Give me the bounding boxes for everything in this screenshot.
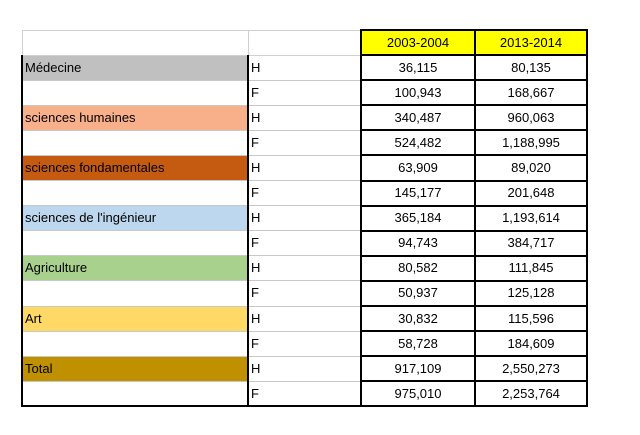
category-label: sciences de l'ingénieur bbox=[22, 206, 248, 231]
sex-cell: F bbox=[248, 231, 361, 256]
value-cell-year-2: 80,135 bbox=[475, 55, 587, 80]
sex-cell: H bbox=[248, 55, 361, 80]
value-cell-year-2: 89,020 bbox=[475, 155, 587, 180]
table-row bbox=[22, 155, 587, 180]
category-label: sciences fondamentales bbox=[22, 155, 248, 180]
value-cell-year-1: 30,832 bbox=[361, 306, 475, 331]
value-cell-year-1: 340,487 bbox=[361, 105, 475, 130]
value-cell-year-1: 917,109 bbox=[361, 356, 475, 381]
sex-cell: F bbox=[248, 281, 361, 306]
value-cell-year-1: 63,909 bbox=[361, 155, 475, 180]
category-spacer bbox=[22, 231, 248, 256]
sex-cell: H bbox=[248, 306, 361, 331]
value-cell-year-2: 184,609 bbox=[475, 331, 587, 356]
sex-cell: F bbox=[248, 181, 361, 206]
category-label: Art bbox=[22, 306, 248, 331]
header-year-1: 2003-2004 bbox=[361, 30, 475, 55]
table-row bbox=[22, 256, 587, 281]
table-row bbox=[22, 80, 587, 105]
table-row bbox=[22, 130, 587, 155]
category-label: sciences humaines bbox=[22, 105, 248, 130]
value-cell-year-2: 201,648 bbox=[475, 181, 587, 206]
category-label: Médecine bbox=[22, 55, 248, 80]
value-cell-year-2: 115,596 bbox=[475, 306, 587, 331]
category-spacer bbox=[22, 381, 248, 406]
sex-cell: F bbox=[248, 80, 361, 105]
value-cell-year-1: 36,115 bbox=[361, 55, 475, 80]
value-cell-year-2: 111,845 bbox=[475, 256, 587, 281]
value-cell-year-1: 100,943 bbox=[361, 80, 475, 105]
value-cell-year-1: 365,184 bbox=[361, 206, 475, 231]
value-cell-year-2: 1,193,614 bbox=[475, 206, 587, 231]
header-year-2: 2013-2014 bbox=[475, 30, 587, 55]
category-spacer bbox=[22, 281, 248, 306]
category-spacer bbox=[22, 331, 248, 356]
header-empty-sex bbox=[248, 30, 361, 55]
category-label: Agriculture bbox=[22, 256, 248, 281]
table-row bbox=[22, 55, 587, 80]
value-cell-year-1: 80,582 bbox=[361, 256, 475, 281]
sex-cell: F bbox=[248, 381, 361, 406]
value-cell-year-2: 125,128 bbox=[475, 281, 587, 306]
value-cell-year-1: 145,177 bbox=[361, 181, 475, 206]
value-cell-year-1: 50,937 bbox=[361, 281, 475, 306]
sex-cell: H bbox=[248, 206, 361, 231]
value-cell-year-2: 1,188,995 bbox=[475, 130, 587, 155]
table-row bbox=[22, 306, 587, 331]
enrollment-table bbox=[21, 29, 588, 407]
table-row bbox=[22, 281, 587, 306]
sex-cell: F bbox=[248, 331, 361, 356]
table-row bbox=[22, 105, 587, 130]
table-row bbox=[22, 231, 587, 256]
value-cell-year-1: 94,743 bbox=[361, 231, 475, 256]
sex-cell: H bbox=[248, 256, 361, 281]
table-row bbox=[22, 381, 587, 406]
header-empty-category bbox=[22, 30, 248, 55]
value-cell-year-1: 524,482 bbox=[361, 130, 475, 155]
category-label: Total bbox=[22, 356, 248, 381]
category-spacer bbox=[22, 80, 248, 105]
table-row bbox=[22, 331, 587, 356]
sex-cell: F bbox=[248, 130, 361, 155]
value-cell-year-2: 2,253,764 bbox=[475, 381, 587, 406]
value-cell-year-2: 960,063 bbox=[475, 105, 587, 130]
sex-cell: H bbox=[248, 105, 361, 130]
sex-cell: H bbox=[248, 155, 361, 180]
category-spacer bbox=[22, 130, 248, 155]
table-row bbox=[22, 356, 587, 381]
value-cell-year-2: 2,550,273 bbox=[475, 356, 587, 381]
category-spacer bbox=[22, 181, 248, 206]
table-row bbox=[22, 181, 587, 206]
value-cell-year-2: 384,717 bbox=[475, 231, 587, 256]
value-cell-year-1: 975,010 bbox=[361, 381, 475, 406]
sex-cell: H bbox=[248, 356, 361, 381]
header-row bbox=[22, 30, 587, 55]
value-cell-year-1: 58,728 bbox=[361, 331, 475, 356]
value-cell-year-2: 168,667 bbox=[475, 80, 587, 105]
table-row bbox=[22, 206, 587, 231]
